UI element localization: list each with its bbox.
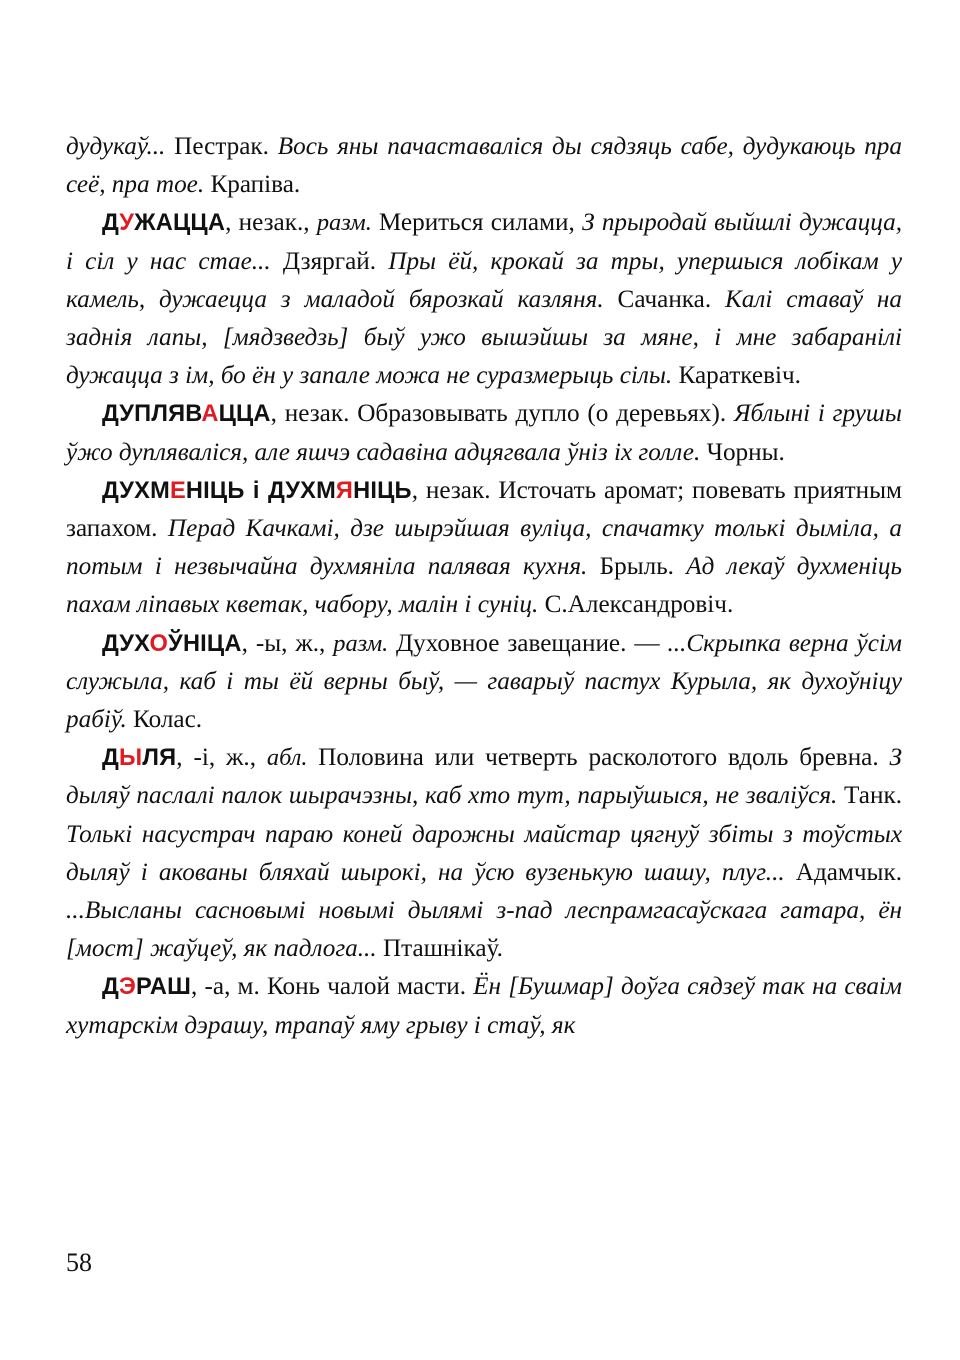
citation-source: С.Александровіч. [544, 591, 734, 619]
definition-text: -і, ж., [193, 744, 267, 772]
citation-source: Чорны. [706, 438, 785, 466]
stressed-vowel: Я [335, 477, 354, 504]
dictionary-entry [66, 204, 902, 395]
citation-source: Караткевіч. [678, 362, 801, 390]
definition-text: , [411, 476, 426, 504]
headword-part: Д [102, 210, 120, 237]
definition-text: , [270, 400, 285, 428]
headword [102, 745, 176, 771]
example-citation: ...Скрыпка верна ўсім служыла, каб і ты ёй верны быў, — гаварыў пастух Курыла, як духоўніцу рабіў. [66, 629, 902, 734]
headword-part: Д [102, 745, 120, 772]
example-citation: Толькі насустрач параю коней дарожны майстар цягнуў збіты з тоўстых дыляў і акованы бляхай шырокі, на ўсю вузенькую шашу, плуг... [66, 820, 902, 886]
headword-part: ДУХМ [267, 477, 336, 504]
example-citation: Перад Качкамі, дзе шырэйшая вуліца, спачатку толькі дыміла, а потым і незвычайна духмяніла палявая кухня. [66, 515, 902, 581]
headword [102, 631, 242, 657]
headword [102, 974, 191, 1000]
definition-text: незак. [425, 476, 499, 504]
citation-source: Крапіва. [210, 171, 301, 199]
dictionary-entry [66, 968, 902, 1044]
example-citation: Ад лекаў духменіць пахам ліпавых кветак, чабору, малін і суніц. [66, 553, 902, 619]
citation-source: Брыль. [599, 553, 687, 581]
definition-text: Половина или четверть расколотого вдоль бревна. [318, 744, 890, 772]
stressed-vowel: Ы [119, 745, 143, 772]
dictionary-entry [66, 395, 902, 471]
grammar-label: разм. [333, 629, 396, 657]
stressed-vowel: Е [169, 477, 186, 504]
example-citation: дудукаў... [66, 133, 175, 160]
stressed-vowel: А [201, 401, 219, 428]
headword-part: ЦЦА [218, 401, 271, 428]
definition-text: , [191, 973, 205, 1001]
headword-part: ДУХ [102, 630, 150, 657]
definition-text: -ы, ж., [255, 629, 334, 657]
dictionary-entry [66, 625, 902, 740]
definition-text: незак., [238, 209, 317, 237]
definition-text: Образовывать дупло (о деревьях). [357, 400, 734, 428]
grammar-label: абл. [266, 744, 319, 772]
example-citation: З прыродай выйшлі дужацца, і сіл у нас стае... [66, 209, 903, 275]
headword-part: ЖАЦЦА [134, 210, 226, 237]
stressed-vowel: Э [119, 974, 137, 1001]
page-number: 58 [66, 1248, 92, 1277]
definition-text: , [225, 209, 239, 237]
citation-source: Пташнікаў. [382, 935, 503, 963]
headword-separator: і [244, 477, 268, 504]
headword [102, 210, 225, 236]
definition-text: Источать аромат; повевать приятным запахом. [66, 476, 902, 543]
headword [102, 478, 412, 504]
headword-part: ДУХМ [102, 477, 170, 504]
definition-text: Конь чалой масти. [266, 973, 474, 1001]
example-citation: Пры ёй, крокай за тры, упершыся лобікам у камель, дужаецца з маладой бярозкай казляня. [66, 247, 902, 313]
citation-source: Колас. [133, 706, 203, 734]
definition-text: -а, м. [204, 973, 267, 1001]
citation-source: Сачанка. [617, 285, 726, 313]
dictionary-entry [66, 472, 902, 625]
headword-part: ДУПЛЯВ [102, 401, 202, 428]
dictionary-entry [66, 739, 902, 968]
entry-continuation [66, 128, 902, 204]
definition-text: Духовное завещание. — [395, 629, 668, 657]
citation-source: Дзяргай. [282, 247, 389, 275]
example-citation: Вось яны пачаставаліся ды сядзяць сабе, дудукаюць пра сеё, пра тое. [66, 133, 902, 199]
example-citation: Ён [Бушмар] доўга сядзеў так на сваім хутарскім дэрашу, трапаў яму грыву і стаў, як [66, 973, 902, 1039]
headword-part: НІЦЬ [353, 477, 412, 504]
grammar-label: разм. [316, 209, 379, 237]
citation-source: Пестрак. [174, 133, 278, 160]
headword [102, 401, 271, 427]
definition-text: Мериться силами, [378, 209, 583, 237]
definition-text: , [176, 744, 194, 772]
headword-part: ЛЯ [142, 745, 177, 772]
text-column [66, 128, 902, 1045]
headword-part: Д [102, 974, 120, 1001]
definition-text: незак. [284, 400, 358, 428]
headword-part: НІЦЬ [185, 477, 245, 504]
stressed-vowel: У [119, 210, 135, 237]
definition-text: , [241, 629, 256, 657]
example-citation: Яблыні і грушы ўжо дупляваліся, але яшчэ садавіна адцягвала ўніз іх голле. [66, 400, 902, 466]
citation-source: Адамчык. [795, 858, 902, 886]
example-citation: З дыляў паслалі палок шырачэзны, каб хто тут, парыўшыся, не зваліўся. [66, 744, 903, 810]
citation-source: Танк. [844, 782, 902, 810]
stressed-vowel: О [149, 630, 169, 657]
headword-part: ЎНІЦА [168, 630, 242, 657]
example-citation: Калі ставаў на заднія лапы, [мядзведзь] быў ужо вышэйшы за мяне, і мне забаранілі дужацца з ім, бо ён у запале можа не суразмерыць сілы. [66, 285, 902, 390]
example-citation: ...Высланы сасновымі новымі дылямі з-пад леспрамгасаўскага гатара, ён [мост] жаўцеў, як падлога... [66, 897, 902, 963]
headword-part: РАШ [136, 974, 192, 1001]
